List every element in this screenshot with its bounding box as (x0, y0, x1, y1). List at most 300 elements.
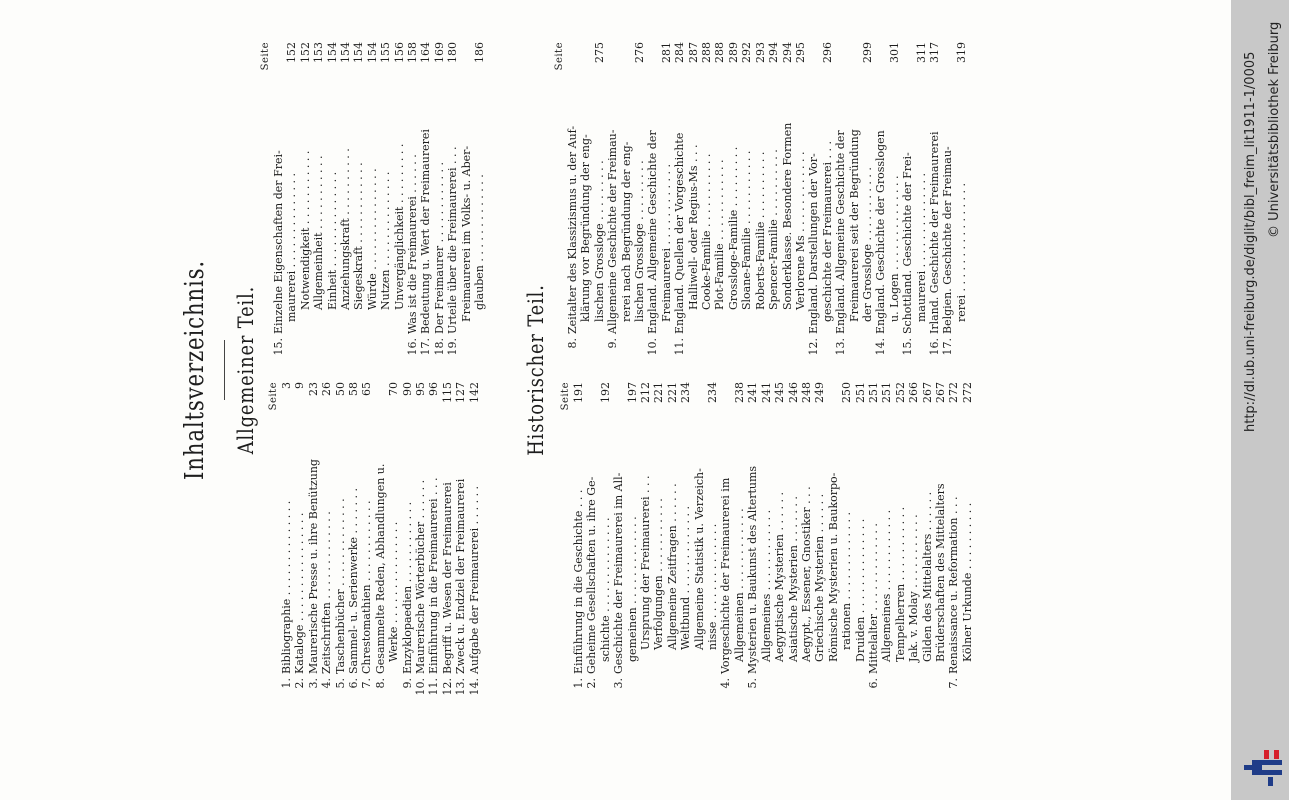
toc-entry (572, 382, 585, 700)
toc-entry (934, 382, 947, 700)
toc-entry-page: 245 (773, 382, 787, 403)
toc-entry-title: Kataloge . . . . . . . . . . . . . . . . (293, 512, 307, 674)
seite-label: Seite (554, 42, 565, 71)
toc-entry (867, 382, 880, 700)
toc-entry-title: Halliwell- oder Regius-Ms . . . (686, 144, 700, 310)
toc-entry-title: rationen . . . . . . . . . . . . . (840, 512, 854, 650)
toc-entry-page: 248 (799, 382, 813, 403)
toc-entry (767, 42, 780, 360)
toc-entry-page: 154 (352, 42, 366, 63)
toc-entry-page: 96 (427, 382, 441, 396)
toc-entry-title: Gesammelte Reden, Abhandlungen u. (373, 463, 387, 674)
toc-entry (947, 382, 960, 700)
toc-entry (334, 382, 347, 700)
toc-entry (880, 382, 893, 700)
toc-entry (352, 42, 365, 360)
toc-entry-title: Zeitschriften . . . . . . . . . . . . . (320, 511, 334, 674)
toc-entry-title: nisse . . . . . . . . . . . . . . (706, 523, 720, 650)
toc-entry-page: 266 (907, 382, 921, 403)
toc-entry-page: 311 (914, 42, 928, 63)
toc-entry-title: Begriff u. Wesen der Freimaurerei (440, 482, 454, 674)
toc-entry-page: 197 (625, 382, 639, 403)
toc-entry (326, 42, 339, 360)
toc-entry-title: schichte . . . . . . . . . . . . . . (598, 517, 612, 662)
toc-entry-number: 13. (834, 338, 848, 356)
toc-entry (693, 382, 706, 700)
seite-label: Seite (260, 42, 271, 71)
toc-entry-page: 154 (365, 42, 379, 63)
toc-entry (928, 42, 941, 360)
toc-entry (454, 382, 467, 700)
toc-entry-page: 65 (360, 382, 374, 396)
toc-entry-page: 221 (665, 382, 679, 403)
toc-entry (639, 382, 652, 700)
toc-entry (307, 382, 320, 700)
toc-entry-number: 5. (746, 678, 760, 689)
toc-entry-title: Einheit . . . . . . . . . . . . . . (325, 171, 339, 310)
toc-entry (733, 382, 746, 700)
toc-entry-number: 17. (941, 338, 955, 356)
toc-entry (740, 42, 753, 360)
toc-entry (921, 382, 934, 700)
toc-entry-title: Roberts-Familie . . . . . . . . . . (753, 151, 767, 310)
toc-entry (633, 42, 646, 360)
toc-entry (652, 382, 665, 700)
toc-entry (700, 42, 713, 360)
toc-entry-title: Der Freimaurer . . . . . . . . . . . . (432, 161, 446, 334)
toc-entry (760, 382, 773, 700)
toc-entry-title: Irland. Geschichte der Freimaurerei (927, 131, 941, 334)
toc-entry-page: 152 (298, 42, 312, 63)
toc-entry-number: 11. (673, 338, 687, 356)
toc-entry-title: Einführung in die Freimaurerei . . . (427, 477, 441, 674)
toc-entry-title: lischen Grossloge . . . . . . . . . (633, 160, 647, 322)
toc-entry-page: 90 (400, 382, 414, 396)
toc-entry (374, 382, 387, 700)
toc-entry (312, 42, 325, 360)
toc-column-allgemeiner-right (260, 42, 487, 360)
toc-entry (727, 42, 740, 360)
toc-entry-page: 292 (740, 42, 754, 63)
toc-entry (800, 382, 813, 700)
toc-entry (320, 382, 333, 700)
toc-entry (874, 42, 887, 360)
toc-entry-page: 249 (813, 382, 827, 403)
toc-entry-title: Taschenbücher . . . . . . . . . . . . . (333, 498, 347, 674)
toc-entry-page: 293 (753, 42, 767, 63)
toc-entry-page: 234 (679, 382, 693, 403)
toc-entry (813, 382, 826, 700)
toc-entry (473, 42, 486, 360)
toc-entry-title: Was ist die Freimaurerei . . . . . . (406, 154, 420, 334)
toc-entry-number: 17. (419, 338, 433, 356)
toc-entry-title: der Grossloge . . . . . . . . . . . (860, 167, 874, 322)
toc-entry (620, 42, 633, 360)
toc-entry (360, 382, 373, 700)
toc-entry-page: 296 (820, 42, 834, 63)
toc-entry-title: Jak. v. Molay . . . . . . . . . . . (907, 514, 921, 662)
toc-entry-title: maurerei . . . . . . . . . . . . . . (914, 172, 928, 322)
toc-entry-title: Anziehungskraft . . . . . . . . . . (339, 148, 353, 310)
toc-entry (907, 382, 920, 700)
toc-entry (612, 382, 625, 700)
toc-entry-title: gemeinen . . . . . . . . . . . . . (625, 516, 639, 662)
toc-entry-number: 1. (280, 678, 293, 689)
toc-entry-title: Freimaurerei im Volks- u. Aber- (459, 145, 473, 322)
toc-entry (427, 382, 440, 700)
toc-entry-page: 272 (960, 382, 974, 403)
toc-entry (593, 42, 606, 360)
toc-entry-title: Aegyptische Mysterien . . . . . . (773, 492, 787, 662)
toc-entry (955, 42, 968, 360)
toc-entry-number: 18. (432, 338, 446, 356)
toc-entry-number: 8. (566, 338, 579, 349)
toc-entry (379, 42, 392, 360)
toc-entry-number: 10. (646, 338, 660, 356)
page-title: Inhaltsverzeichnis. (180, 260, 210, 480)
toc-entry-page: 212 (639, 382, 653, 403)
toc-entry-title: Verfolgungen . . . . . . . . . . . (652, 498, 666, 650)
toc-entry-title: England. Geschichte der Grosslogen (874, 130, 888, 334)
toc-entry-title: Verlorene Ms . . . . . . . . . . . . (793, 151, 807, 310)
toc-entry-number: 6. (347, 678, 361, 689)
toc-entry-page: 241 (759, 382, 773, 403)
toc-list (566, 42, 968, 360)
toc-entry-title: Urteile über die Freimaurerei . . . (446, 146, 460, 334)
toc-entry (807, 42, 820, 360)
toc-entry-page: 191 (572, 382, 585, 403)
toc-entry-page: 294 (780, 42, 794, 63)
toc-entry-title: Allgemeines . . . . . . . . . . . . (759, 509, 773, 662)
toc-entry-title: Plot-Familie . . . . . . . . . . . . (713, 159, 727, 310)
toc-entry-title: Schottland. Geschichte der Frei- (901, 152, 915, 334)
toc-entry-title: Siegeskraft . . . . . . . . . . . . (352, 162, 366, 310)
toc-entry-title: Spencer-Familie . . . . . . . . . . (767, 149, 781, 310)
toc-entry-page: 169 (432, 42, 446, 63)
toc-entry-number: 14. (874, 338, 888, 356)
toc-entry-title: Enzyklopaedien . . . . . . . . . . . . (400, 501, 414, 674)
toc-entry (746, 382, 759, 700)
section-title-historischer: Historischer Teil. (524, 284, 548, 456)
toc-list (572, 382, 974, 700)
toc-entry (272, 42, 285, 360)
toc-entry (401, 382, 414, 700)
toc-entry-number: 2. (293, 678, 307, 689)
toc-entry (460, 42, 473, 360)
toc-entry (366, 42, 379, 360)
toc-entry-title: Maurerische Wörterbücher . . . . . . (414, 479, 428, 674)
toc-entry-page: 251 (866, 382, 880, 403)
toc-entry-title: lischen Grossloge . . . . . . . . . (592, 160, 606, 322)
toc-entry-page: 250 (840, 382, 854, 403)
toc-entry-page: 58 (347, 382, 361, 396)
toc-entry (339, 42, 352, 360)
toc-entry-page: 192 (598, 382, 612, 403)
seite-label: Seite (560, 382, 571, 411)
toc-entry-page: 295 (793, 42, 807, 63)
toc-entry-title: Sloane-Familie . . . . . . . . . . . (740, 150, 754, 310)
toc-entry-page: 267 (920, 382, 934, 403)
toc-entry (915, 42, 928, 360)
toc-entry-page: 23 (306, 382, 320, 396)
toc-entry (646, 42, 659, 360)
toc-entry-page: 153 (312, 42, 326, 63)
toc-entry-title: England. Allgemeine Geschichte der (834, 130, 848, 334)
toc-entry (719, 382, 732, 700)
toc-entry-title: Maurerische Presse u. ihre Benützung (306, 459, 320, 674)
toc-column-historischer-left (560, 382, 974, 700)
toc-entry (821, 42, 834, 360)
toc-entry-number: 16. (406, 338, 420, 356)
toc-entry-page: 95 (414, 382, 428, 396)
toc-entry-title: Allgemeinen . . . . . . . . . . . . (732, 508, 746, 662)
toc-entry-page: 252 (893, 382, 907, 403)
toc-entry-number: 15. (901, 338, 915, 356)
toc-entry-page: 186 (473, 42, 487, 63)
toc-entry-title: Tempelherren . . . . . . . . . . . (893, 506, 907, 662)
toc-entry-number: 16. (927, 338, 941, 356)
toc-entry (299, 42, 312, 360)
toc-entry (666, 382, 679, 700)
toc-entry-title: Freimaurerei seit der Begründung (847, 129, 861, 322)
toc-entry-page: 152 (285, 42, 299, 63)
toc-entry-page: 276 (633, 42, 647, 63)
toc-entry-title: maurerei . . . . . . . . . . . . . . (285, 172, 299, 322)
toc-entry (888, 42, 901, 360)
toc-entry-title: Freimaurerei . . . . . . . . . . . . (659, 164, 673, 322)
toc-entry (901, 42, 914, 360)
toc-entry (293, 382, 306, 700)
toc-entry (585, 382, 598, 700)
toc-entry-title: Grossloge-Familie . . . . . . . . . (726, 146, 740, 310)
toc-entry (848, 42, 861, 360)
toc-entry-number: 11. (427, 678, 441, 696)
toc-entry-page: 284 (673, 42, 687, 63)
toc-entry-title: Allgemeine Statistik u. Verzeich- (692, 468, 706, 650)
toc-entry (566, 42, 579, 360)
toc-entry-title: Geschichte der Freimaurerei im All- (612, 472, 626, 674)
toc-entry-title: Nutzen . . . . . . . . . . . . . . (379, 171, 393, 310)
toc-entry-title: Allgemeinheit . . . . . . . . . . . (312, 155, 326, 310)
toc-entry (894, 382, 907, 700)
toc-entry-title: Sammel- u. Serienwerke . . . . . . . (347, 487, 361, 674)
toc-entry-page: 234 (706, 382, 720, 403)
toc-entry-title: glauben . . . . . . . . . . . . . (473, 174, 487, 310)
toc-entry-number: 15. (272, 338, 285, 356)
toc-entry (599, 382, 612, 700)
toc-entry-number: 4. (719, 678, 733, 689)
toc-entry (787, 382, 800, 700)
toc-entry-title: Griechische Mysterien . . . . . . (813, 493, 827, 662)
toc-entry-title: Mittelalter . . . . . . . . . . . . . (866, 523, 880, 674)
toc-entry-number: 12. (440, 678, 454, 696)
toc-entry-title: Allgemeine Zeitfragen . . . . . . (665, 483, 679, 650)
toc-entry-title: Gilden des Mittelalters . . . . . . (920, 491, 934, 662)
toc-entry-number: 3. (306, 678, 320, 689)
toc-entry-number: 10. (414, 678, 428, 696)
toc-entry-page: 142 (467, 382, 481, 403)
toc-entry-title: Zweck u. Endziel der Freimaurerei (454, 478, 468, 674)
section-title-allgemeiner: Allgemeiner Teil. (234, 285, 258, 455)
toc-entry-page: 299 (860, 42, 874, 63)
toc-entry-page: 287 (686, 42, 700, 63)
ub-freiburg-logo-icon (1242, 746, 1284, 794)
toc-entry-title: Geheime Gesellschaften u. ihre Ge- (585, 476, 599, 674)
toc-entry-title: Werke . . . . . . . . . . . . . . . (387, 521, 401, 662)
toc-list (280, 382, 481, 700)
toc-entry-number: 3. (612, 678, 626, 689)
toc-entry (854, 382, 867, 700)
toc-entry-title: Aufgabe der Freimaurerei . . . . . . (467, 485, 481, 674)
toc-entry (387, 382, 400, 700)
toc-entry (441, 382, 454, 700)
toc-entry-title: Bedeutung u. Wert der Freimaurerei (419, 129, 433, 334)
toc-entry (393, 42, 406, 360)
toc-entry (861, 42, 874, 360)
toc-entry-title: Asiatische Mysterien . . . . . . . (786, 496, 800, 662)
toc-entry-title: Allgemeine Geschichte der Freimau- (606, 129, 620, 334)
toc-entry-number: 6. (866, 678, 880, 689)
toc-entry-title: Sonderklasse. Besondere Formen (780, 122, 794, 310)
toc-entry (419, 42, 432, 360)
toc-entry-number: 7. (947, 678, 961, 689)
toc-entry-title: England. Quellen der Vorgeschichte (673, 132, 687, 334)
toc-entry-page: 301 (887, 42, 901, 63)
toc-entry-title: Chrestomathien . . . . . . . . . . . . (360, 500, 374, 674)
toc-entry-page: 241 (746, 382, 760, 403)
toc-entry-page: 251 (853, 382, 867, 403)
toc-entry-title: Vorgeschichte der Freimaurerei im (719, 477, 733, 674)
toc-entry (626, 382, 639, 700)
toc-entry (406, 42, 419, 360)
toc-entry-number: 4. (320, 678, 334, 689)
toc-entry (673, 42, 686, 360)
copyright-text: © Universitätsbibliothek Freiburg (1267, 21, 1282, 238)
toc-entry (280, 382, 293, 700)
toc-entry-number: 14. (467, 678, 481, 696)
toc-entry-title: England. Allgemeine Geschichte der (646, 130, 660, 334)
toc-entry-number: 1. (572, 678, 585, 689)
toc-entry-title: Römische Mysterien u. Baukorpo- (826, 472, 840, 662)
toc-entry-page: 158 (406, 42, 420, 63)
toc-entry-page: 251 (880, 382, 894, 403)
toc-entry-number: 9. (606, 338, 620, 349)
toc-entry-title: Belgien. Geschichte der Freimau- (941, 146, 955, 334)
toc-entry-page: 115 (440, 382, 454, 403)
toc-entry-page: 50 (333, 382, 347, 396)
toc-entry-title: Aegypt., Essener, Gnostiker . . . (799, 486, 813, 662)
toc-entry-page: 9 (293, 382, 307, 389)
toc-entry-title: rerei nach Begründung der eng- (619, 141, 633, 322)
toc-entry-title: Notwendigkeit . . . . . . . . . . . (298, 150, 312, 310)
toc-entry (941, 42, 954, 360)
toc-entry (773, 382, 786, 700)
toc-entry-number: 7. (360, 678, 374, 689)
toc-entry-title: England. Darstellungen der Vor- (807, 153, 821, 334)
toc-entry (660, 42, 673, 360)
toc-entry-page: 275 (592, 42, 606, 63)
toc-entry-title: Einführung in die Geschichte . . . (572, 489, 585, 674)
toc-entry-page: 127 (454, 382, 468, 403)
toc-entry (840, 382, 853, 700)
toc-entry-page: 154 (339, 42, 353, 63)
toc-entry-title: Allgemeines . . . . . . . . . . . . (880, 509, 894, 662)
toc-entry (794, 42, 807, 360)
toc-entry-title: klärung vor Begründung der eng- (579, 134, 593, 322)
toc-list (272, 42, 487, 360)
toc-entry-title: Unvergänglichkeit . . . . . . . . . (392, 143, 406, 310)
toc-entry-title: rerei . . . . . . . . . . . . . . . . (954, 183, 968, 322)
toc-entry (579, 42, 592, 360)
permalink-url[interactable]: http://dl.ub.uni-freiburg.de/diglit/bibl_freim_lit1911-1/0005 (1243, 51, 1258, 432)
toc-column-historischer-right (554, 42, 968, 360)
toc-entry-title: Brüderschaften des Mittelalters (933, 483, 947, 662)
toc-entry-page: 317 (927, 42, 941, 63)
toc-entry-page: 180 (446, 42, 460, 63)
toc-entry (781, 42, 794, 360)
toc-entry (713, 42, 726, 360)
toc-entry-page: 294 (767, 42, 781, 63)
toc-entry-title: Renaissance u. Reformation . . . (947, 496, 961, 674)
toc-entry-title: Kölner Urkunde . . . . . . . . . . (960, 502, 974, 662)
title-divider (224, 340, 225, 400)
toc-entry-number: 19. (446, 338, 460, 356)
toc-entry-page: 281 (659, 42, 673, 63)
toc-entry-title: Weltbund . . . . . . . . . . . . . (679, 505, 693, 650)
toc-entry-number: 2. (585, 678, 599, 689)
toc-entry-page: 155 (379, 42, 393, 63)
toc-entry-page: 156 (392, 42, 406, 63)
toc-entry-title: Mysterien u. Baukunst des Altertums (746, 465, 760, 674)
toc-entry-page: 319 (954, 42, 968, 63)
toc-entry (433, 42, 446, 360)
toc-entry (414, 382, 427, 700)
toc-entry-page: 26 (320, 382, 334, 396)
toc-entry (754, 42, 767, 360)
toc-entry-title: Zeitalter des Klassizismus u. der Auf- (566, 125, 579, 334)
toc-entry-page: 267 (933, 382, 947, 403)
toc-entry-title: geschichte der Freimaurerei . . . (820, 141, 834, 322)
toc-entry-title: Würde . . . . . . . . . . . . . . . (365, 168, 379, 310)
toc-entry-number: 9. (400, 678, 414, 689)
toc-entry-page: 272 (947, 382, 961, 403)
toc-entry-number: 13. (454, 678, 468, 696)
seite-label: Seite (268, 382, 279, 411)
toc-entry-title: Ursprung der Freimaurerei . . . (639, 475, 653, 650)
toc-entry-number: 8. (373, 678, 387, 689)
toc-entry (827, 382, 840, 700)
toc-entry (347, 382, 360, 700)
toc-entry (468, 382, 481, 700)
toc-entry-page: 288 (700, 42, 714, 63)
toc-entry (285, 42, 298, 360)
toc-entry-page: 238 (732, 382, 746, 403)
toc-entry (606, 42, 619, 360)
toc-entry-title: Cooke-Familie . . . . . . . . . . . (700, 153, 714, 310)
toc-entry-page: 289 (726, 42, 740, 63)
toc-entry (706, 382, 719, 700)
toc-entry-page: 288 (713, 42, 727, 63)
toc-entry-page: 70 (387, 382, 401, 396)
toc-entry-title: u. Logen . . . . . . . . . . . . . . (887, 175, 901, 322)
toc-entry-title: Druiden . . . . . . . . . . . . . . (853, 518, 867, 662)
toc-entry-number: 5. (333, 678, 347, 689)
toc-entry-page: 3 (280, 382, 293, 389)
toc-entry (687, 42, 700, 360)
toc-entry (834, 42, 847, 360)
toc-entry-page: 154 (325, 42, 339, 63)
toc-entry-page: 246 (786, 382, 800, 403)
